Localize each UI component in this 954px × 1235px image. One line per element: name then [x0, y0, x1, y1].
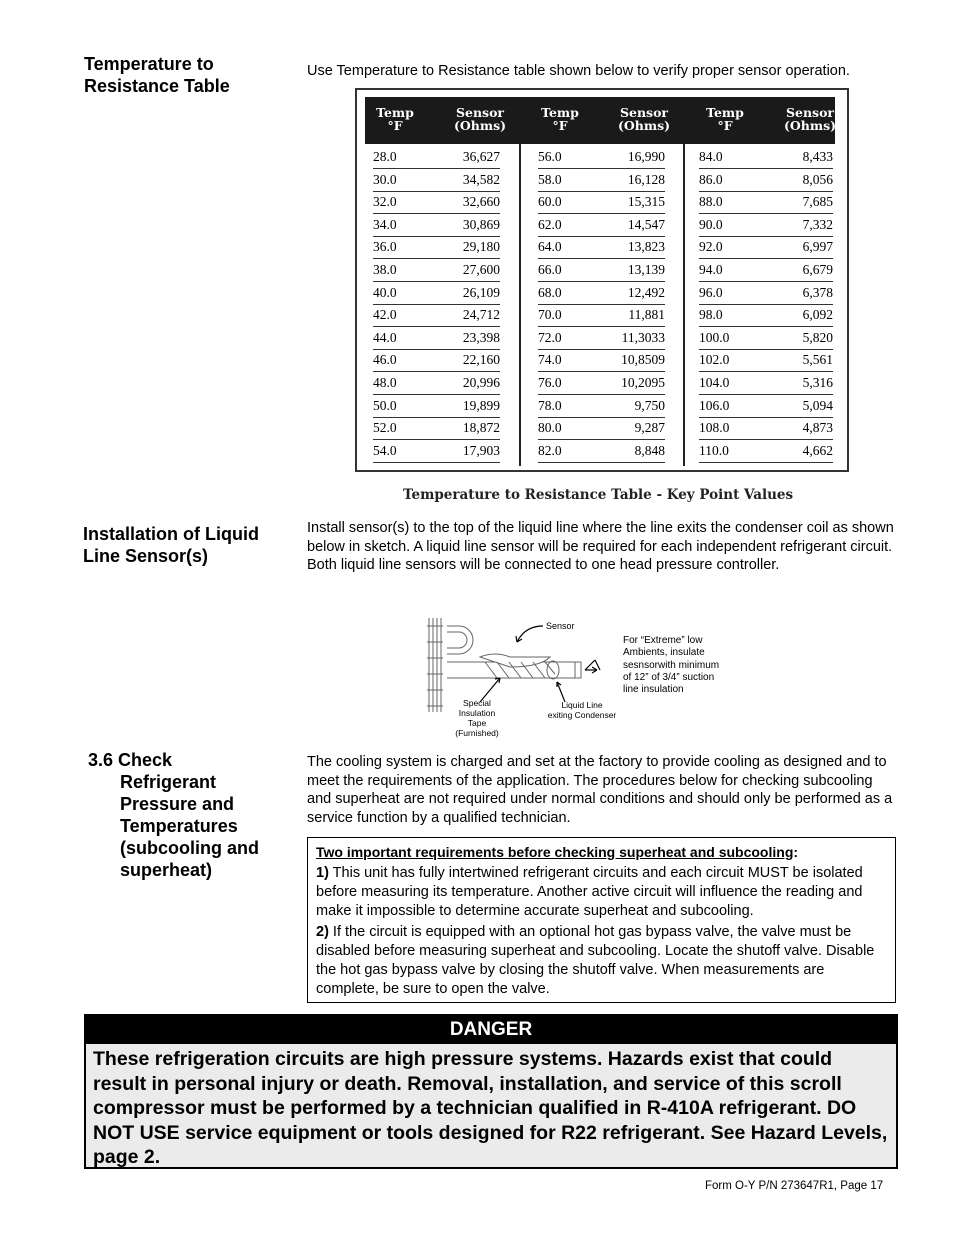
col-header-sensor-2: Sensor (Ohms): [617, 105, 671, 133]
section-body-liquid-line-sensor: Install sensor(s) to the top of the liquid line where the line exits the condenser coil as shown below in sketch. A liquid line sensor will be required for each independent refrigerant circuit. Both liquid line sensors will be connected to one head pressure controller.: [307, 520, 894, 573]
row-underline: [373, 417, 500, 418]
sensor-cell: 26,109: [462, 284, 500, 300]
temp-cell: 38.0: [373, 262, 397, 277]
table-row: [538, 398, 665, 420]
temp-cell: 70.0: [538, 307, 562, 323]
row-underline: [699, 258, 833, 259]
table-row: [373, 443, 500, 465]
sensor-cell: 11,3033: [621, 329, 665, 345]
sensor-cell: 27,600: [462, 262, 500, 277]
temp-cell: 102.0: [699, 352, 730, 368]
table-row: [538, 375, 665, 397]
section-intro-temp-resistance: Use Temperature to Resistance table shown below to verify proper sensor operation.: [307, 63, 850, 79]
sensor-cell: 5,820: [802, 329, 833, 345]
row-underline: [373, 394, 500, 395]
table-row: [373, 239, 500, 261]
temp-cell: 108.0: [699, 420, 730, 436]
sensor-cell: 20,996: [462, 375, 500, 390]
sensor-cell: 4,873: [802, 420, 833, 436]
row-underline: [373, 439, 500, 440]
temp-cell: 86.0: [699, 171, 723, 187]
temp-cell: 64.0: [538, 239, 562, 255]
table-row: [538, 262, 665, 284]
sensor-cell: 5,316: [802, 375, 833, 390]
sensor-cell: 8,056: [802, 171, 833, 187]
sensor-cell: 6,378: [802, 284, 833, 300]
row-underline: [699, 236, 833, 237]
row-underline: [699, 462, 833, 463]
temp-cell: 30.0: [373, 171, 397, 187]
sensor-cell: 12,492: [627, 284, 665, 300]
temp-cell: 66.0: [538, 262, 562, 277]
table-row: [699, 172, 833, 194]
temp-cell: 88.0: [699, 194, 723, 210]
table-row: [699, 285, 833, 307]
sensor-cell: 17,903: [462, 442, 500, 458]
sensor-cell: 7,332: [802, 216, 833, 232]
temp-cell: 110.0: [699, 442, 729, 458]
requirement-item-2: 2) If the circuit is equipped with an optional hot gas bypass valve, the valve must be disabled before measuring superheat and subcooling. Locate the shutoff valve. Disable the hot gas bypass valve by closing the shutoff valve. When measurements are complete, be sure to open the valve.: [316, 924, 875, 997]
temp-cell: 76.0: [538, 375, 562, 390]
table-row: [373, 307, 500, 329]
row-underline: [373, 191, 500, 192]
temp-cell: 32.0: [373, 194, 397, 210]
table-row: [699, 262, 833, 284]
danger-box: [84, 1014, 898, 1169]
temp-cell: 74.0: [538, 352, 562, 368]
table-header: [365, 97, 835, 144]
row-underline: [699, 213, 833, 214]
sensor-cell: 8,848: [634, 442, 665, 458]
table-row: [699, 352, 833, 374]
sensor-cell: 22,160: [462, 352, 500, 368]
row-underline: [373, 371, 500, 372]
row-underline: [538, 326, 665, 327]
temp-cell: 106.0: [699, 397, 730, 413]
temp-cell: 98.0: [699, 307, 723, 323]
row-underline: [538, 258, 665, 259]
row-underline: [538, 281, 665, 282]
row-underline: [538, 191, 665, 192]
table-row: [373, 375, 500, 397]
table-row: [699, 420, 833, 442]
table-row: [699, 375, 833, 397]
col-header-temp-2: Temp °F: [541, 105, 579, 133]
sensor-cell: 7,685: [802, 194, 833, 210]
sensor-cell: 19,899: [462, 397, 500, 413]
sensor-cell: 24,712: [462, 307, 500, 323]
table-row: [699, 194, 833, 216]
sensor-cell: 13,139: [627, 262, 665, 277]
row-underline: [699, 394, 833, 395]
table-row: [699, 398, 833, 420]
temp-cell: 42.0: [373, 307, 397, 323]
row-underline: [373, 304, 500, 305]
row-underline: [699, 417, 833, 418]
temp-cell: 36.0: [373, 239, 397, 255]
sensor-cell: 30,869: [462, 216, 500, 232]
requirements-title: Two important requirements before checking superheat and subcooling:: [316, 844, 799, 860]
sketch-label-tape: Special Insulation Tape (Furnished): [455, 698, 499, 738]
table-divider: [683, 144, 685, 466]
table-row: [538, 443, 665, 465]
table-row: [373, 330, 500, 352]
requirements-box: [307, 837, 896, 1003]
row-underline: [538, 168, 665, 169]
col-header-temp-1: Temp °F: [376, 105, 414, 133]
temp-cell: 100.0: [699, 329, 730, 345]
sensor-cell: 6,679: [802, 262, 833, 277]
temp-cell: 60.0: [538, 194, 562, 210]
row-underline: [699, 304, 833, 305]
sensor-cell: 8,433: [802, 149, 833, 164]
temp-cell: 48.0: [373, 375, 397, 390]
row-underline: [538, 439, 665, 440]
sensor-cell: 4,662: [802, 442, 833, 458]
temp-cell: 40.0: [373, 284, 397, 300]
temp-cell: 44.0: [373, 329, 397, 345]
table-row: [699, 217, 833, 239]
col-header-sensor-3: Sensor (Ohms): [783, 105, 837, 133]
sensor-install-sketch: [425, 612, 755, 742]
sensor-cell: 16,990: [627, 149, 665, 164]
temp-cell: 34.0: [373, 216, 397, 232]
temp-cell: 56.0: [538, 149, 562, 164]
sensor-cell: 29,180: [462, 239, 500, 255]
table-row: [699, 149, 833, 171]
sensor-cell: 16,128: [627, 171, 665, 187]
requirement-item-1: 1) This unit has fully intertwined refrigerant circuits and each circuit MUST be isolated before measuring its temperature. Another active circuit will influence the reading and make it impossible to determine accurate superheat and subcooling.: [316, 865, 863, 919]
row-underline: [373, 281, 500, 282]
col-header-temp-3: Temp °F: [706, 105, 744, 133]
table-row: [373, 262, 500, 284]
table-row: [538, 352, 665, 374]
row-underline: [699, 281, 833, 282]
table-row: [373, 149, 500, 171]
sensor-cell: 13,823: [627, 239, 665, 255]
temp-cell: 104.0: [699, 375, 730, 390]
temp-cell: 62.0: [538, 216, 562, 232]
table-row: [373, 172, 500, 194]
table-row: [538, 285, 665, 307]
table-row: [373, 194, 500, 216]
row-underline: [699, 349, 833, 350]
table-row: [538, 420, 665, 442]
sensor-cell: 10,8509: [621, 352, 665, 368]
row-underline: [699, 371, 833, 372]
row-underline: [538, 462, 665, 463]
row-underline: [699, 326, 833, 327]
temp-cell: 82.0: [538, 442, 562, 458]
table-row: [373, 420, 500, 442]
row-underline: [699, 191, 833, 192]
sensor-cell: 10,2095: [621, 375, 665, 390]
sensor-cell: 11,881: [628, 307, 665, 323]
row-underline: [538, 417, 665, 418]
col-header-sensor-1: Sensor (Ohms): [453, 105, 507, 133]
resistance-table: [355, 88, 849, 472]
row-underline: [373, 213, 500, 214]
sensor-cell: 5,094: [802, 397, 833, 413]
sketch-label-sensor: Sensor: [546, 621, 575, 631]
row-underline: [699, 439, 833, 440]
table-divider: [519, 144, 521, 466]
table-row: [699, 239, 833, 261]
sensor-cell: 15,315: [627, 194, 665, 210]
sketch-label-liquid-line: Liquid Line exiting Condenser: [547, 700, 617, 720]
sensor-cell: 9,750: [634, 397, 665, 413]
sensor-cell: 34,582: [462, 171, 500, 187]
temp-cell: 80.0: [538, 420, 562, 436]
temp-cell: 94.0: [699, 262, 723, 277]
row-underline: [699, 168, 833, 169]
table-row: [699, 307, 833, 329]
temp-cell: 46.0: [373, 352, 397, 368]
sensor-cell: 6,997: [802, 239, 833, 255]
table-row: [373, 217, 500, 239]
sensor-cell: 23,398: [462, 329, 500, 345]
row-underline: [538, 394, 665, 395]
temp-cell: 96.0: [699, 284, 723, 300]
danger-text: These refrigeration circuits are high pressure systems. Hazards exist that could result in personal injury or death. Removal, installation, and service of this scroll compressor must be performed by a technician qualified in R-410A refrigerant. DO NOT USE service equipment or tools designed for R22 refrigerant. See Hazard Levels, page 2.: [93, 1048, 888, 1168]
section-heading-check-refrigerant: 3.6 Check Refrigerant Pressure and Temperatures (subcooling and superheat): [88, 750, 259, 880]
table-row: [373, 398, 500, 420]
row-underline: [373, 349, 500, 350]
row-underline: [538, 304, 665, 305]
temp-cell: 54.0: [373, 442, 397, 458]
section-heading-temp-resistance: Temperature to Resistance Table: [84, 54, 230, 96]
temp-cell: 28.0: [373, 149, 397, 164]
section-body-check-refrigerant: The cooling system is charged and set at the factory to provide cooling as designed and to meet the requirements of the application. The procedures below for checking subcooling and superheat are not required under normal conditions and should only be performed as a service function by a qualified technician.: [307, 754, 893, 826]
row-underline: [373, 462, 500, 463]
sensor-cell: 32,660: [462, 194, 500, 210]
row-underline: [373, 326, 500, 327]
table-row: [538, 307, 665, 329]
table-row: [538, 330, 665, 352]
table-row: [538, 172, 665, 194]
table-row: [538, 217, 665, 239]
temp-cell: 78.0: [538, 397, 562, 413]
temp-cell: 84.0: [699, 149, 723, 164]
table-caption: Temperature to Resistance Table - Key Point Values: [403, 487, 794, 503]
table-row: [538, 194, 665, 216]
temp-cell: 50.0: [373, 397, 397, 413]
row-underline: [373, 258, 500, 259]
row-underline: [538, 213, 665, 214]
sensor-cell: 18,872: [462, 420, 500, 436]
table-row: [699, 330, 833, 352]
danger-title: DANGER: [86, 1016, 896, 1044]
temp-cell: 52.0: [373, 420, 397, 436]
sensor-cell: 6,092: [802, 307, 833, 323]
table-row: [373, 285, 500, 307]
sketch-note-extreme: For “Extreme” low Ambients, insulate sesnsorwith minimum of 12” of 3/4” suction line insulation: [623, 635, 720, 696]
section-heading-liquid-line-sensor: Installation of Liquid Line Sensor(s): [83, 524, 259, 566]
table-row: [538, 239, 665, 261]
page-footer: Form O-Y P/N 273647R1, Page 17: [705, 1180, 884, 1192]
temp-cell: 92.0: [699, 239, 723, 255]
row-underline: [538, 236, 665, 237]
temp-cell: 90.0: [699, 216, 723, 232]
row-underline: [373, 168, 500, 169]
table-row: [538, 149, 665, 171]
row-underline: [538, 371, 665, 372]
temp-cell: 58.0: [538, 171, 562, 187]
row-underline: [538, 349, 665, 350]
temp-cell: 68.0: [538, 284, 562, 300]
sensor-cell: 9,287: [634, 420, 665, 436]
sensor-cell: 5,561: [802, 352, 833, 368]
table-row: [373, 352, 500, 374]
temp-cell: 72.0: [538, 329, 562, 345]
table-row: [699, 443, 833, 465]
row-underline: [373, 236, 500, 237]
sensor-cell: 36,627: [462, 149, 500, 164]
sensor-cell: 14,547: [627, 216, 665, 232]
